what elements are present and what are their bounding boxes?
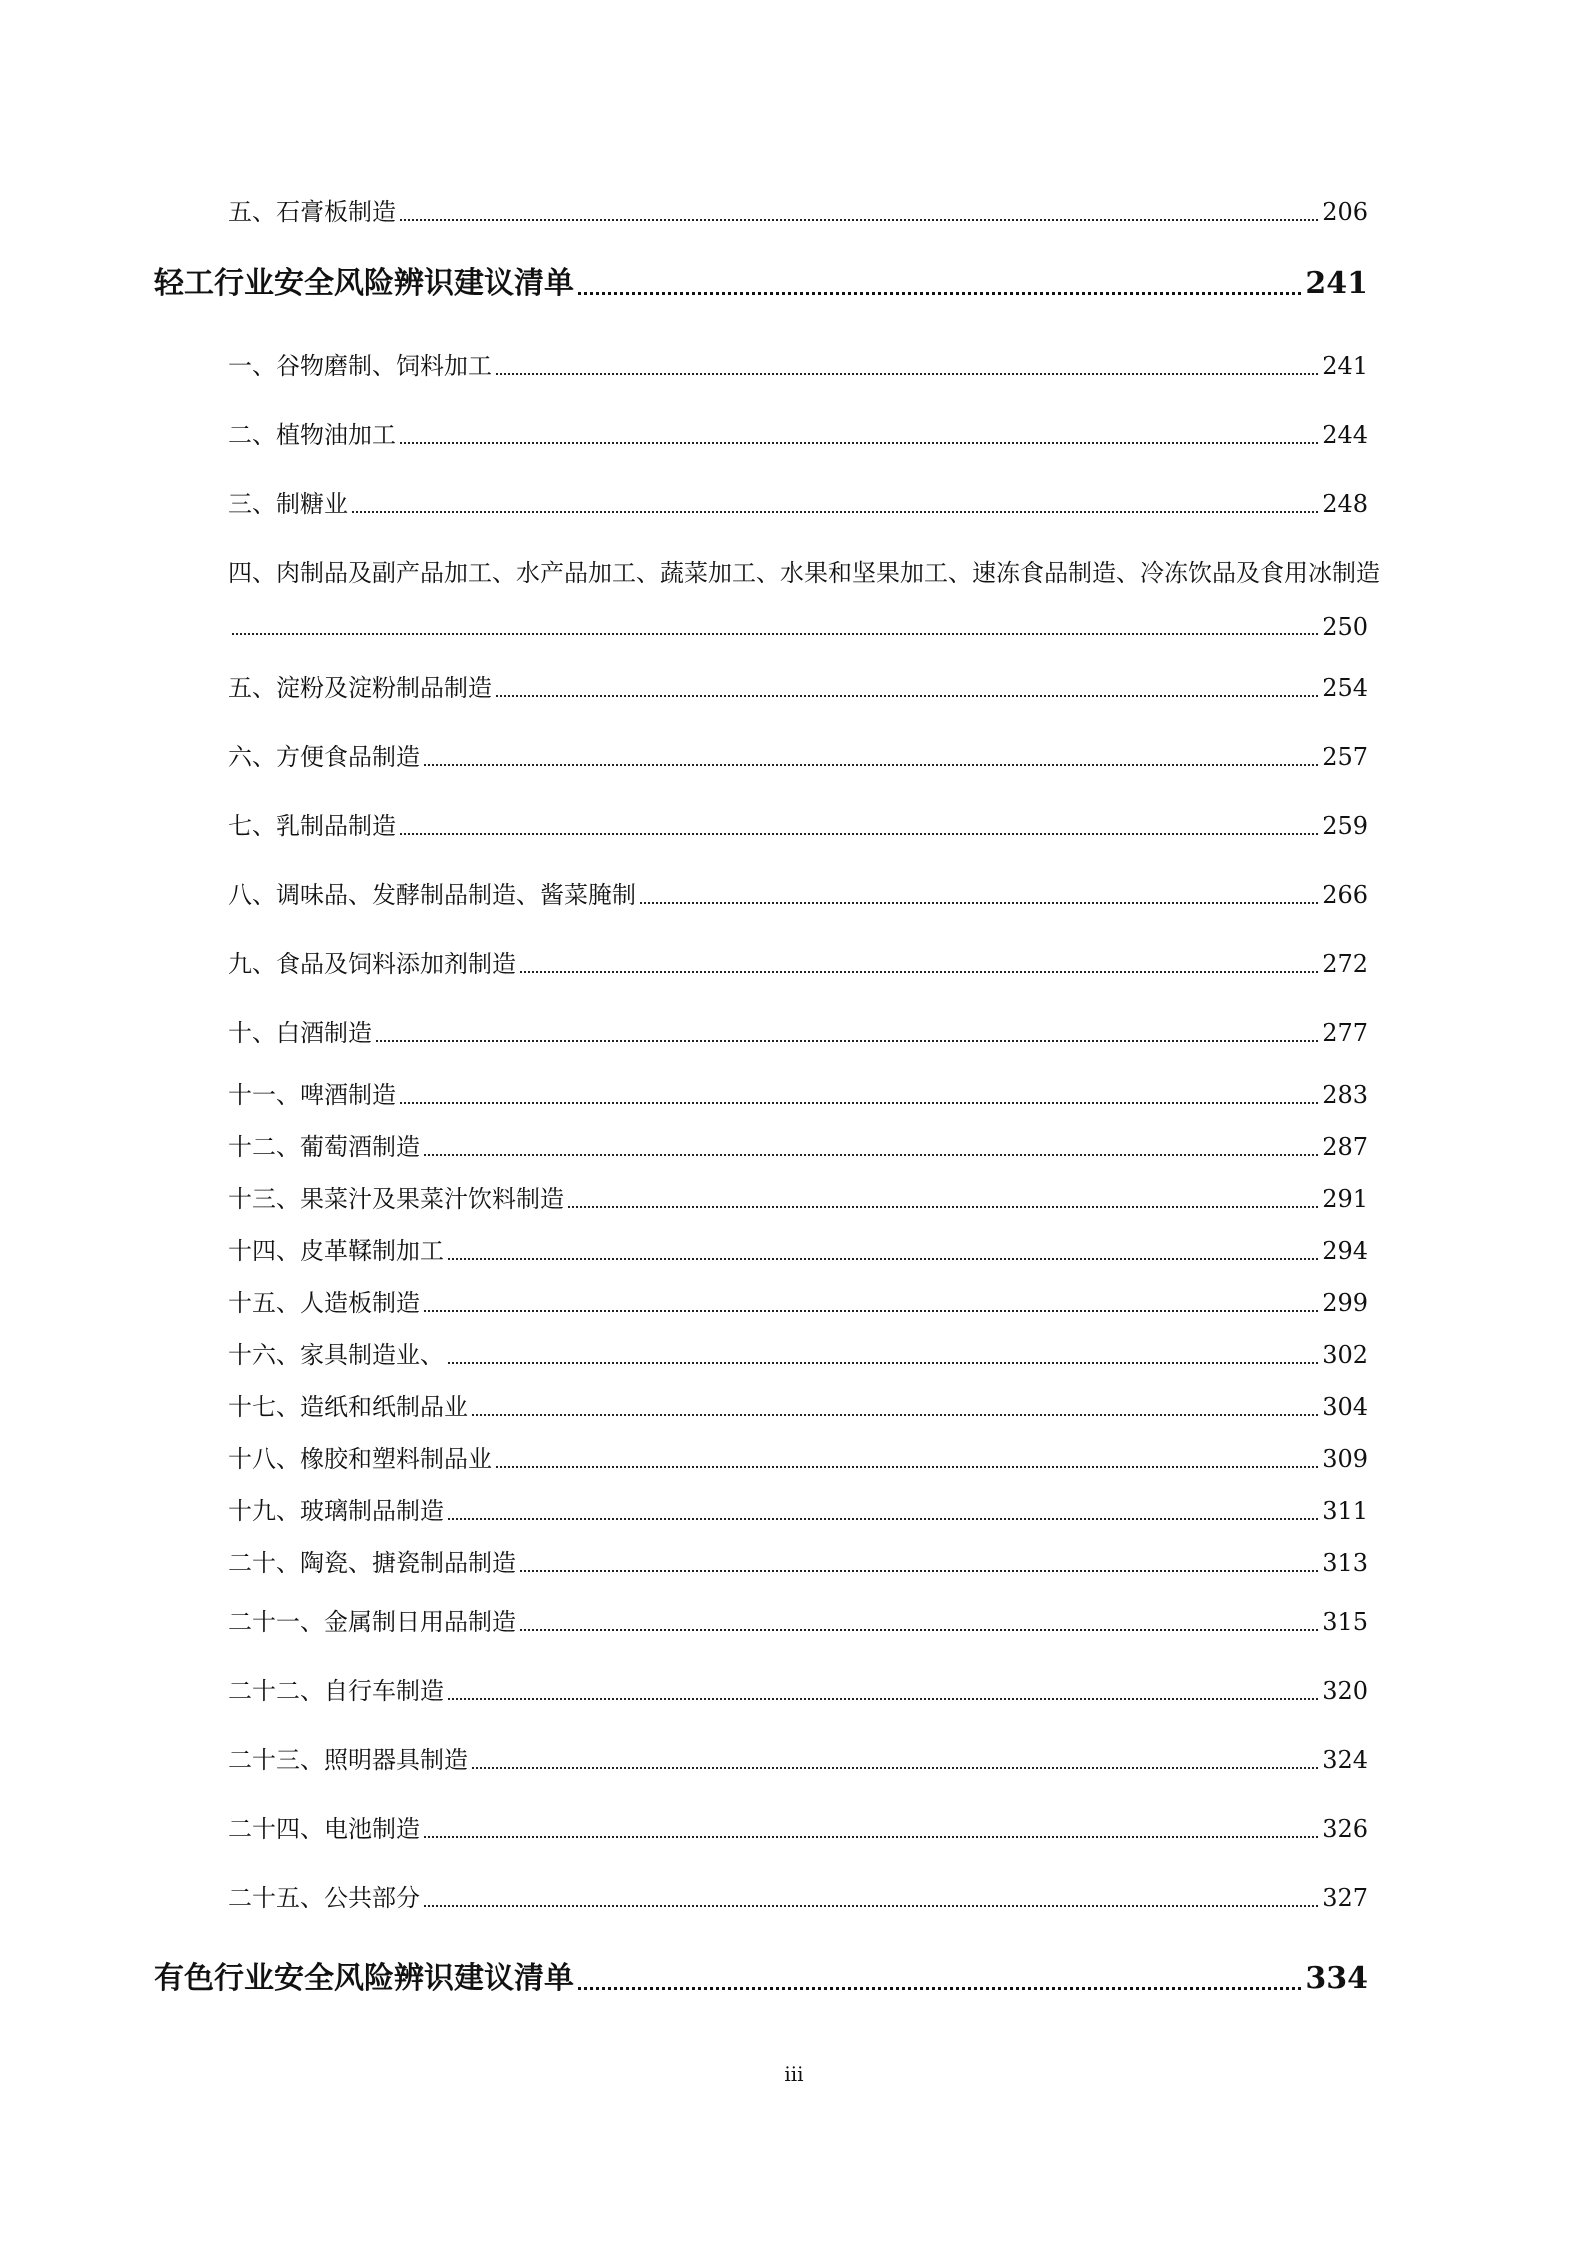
toc-entry-page: 327 <box>1322 1884 1368 1912</box>
dot-leader <box>232 633 1318 635</box>
dot-leader <box>568 1206 1318 1208</box>
toc-entry-page: 241 <box>1322 352 1368 380</box>
toc-entry[interactable] <box>228 1439 1368 1474</box>
toc-entry-continuation[interactable] <box>228 613 1368 641</box>
toc-entry-page: 326 <box>1322 1815 1368 1843</box>
dot-leader <box>376 1040 1318 1042</box>
toc-entry[interactable] <box>228 737 1368 772</box>
dot-leader <box>400 833 1318 835</box>
toc-entry-page: 313 <box>1322 1549 1368 1577</box>
toc-entry-label: 十五、人造板制造 <box>228 1289 420 1317</box>
toc-entry-page: 250 <box>1322 613 1368 641</box>
toc-section-heading[interactable] <box>154 258 1368 302</box>
toc-entry[interactable] <box>228 944 1368 979</box>
toc-entry-page: 277 <box>1322 1019 1368 1047</box>
toc-entry[interactable] <box>228 1013 1368 1048</box>
toc-entry-page: 324 <box>1322 1746 1368 1774</box>
toc-entry-label: 十七、造纸和纸制品业 <box>228 1393 468 1421</box>
toc-entry-page: 287 <box>1322 1133 1368 1161</box>
dot-leader <box>520 971 1318 973</box>
toc-entry-label: 十八、橡胶和塑料制品业 <box>228 1445 492 1473</box>
dot-leader <box>496 1466 1318 1468</box>
toc-entry[interactable] <box>228 1335 1368 1370</box>
toc-entry-page: 244 <box>1322 421 1368 449</box>
toc-entry[interactable] <box>228 806 1368 841</box>
toc-entry[interactable] <box>228 1179 1368 1214</box>
toc-entry-page: 272 <box>1322 950 1368 978</box>
dot-leader <box>472 1414 1318 1416</box>
toc-entry[interactable] <box>228 1809 1368 1844</box>
toc-entry-page: 257 <box>1322 743 1368 771</box>
dot-leader <box>424 1905 1318 1907</box>
dot-leader <box>472 1767 1318 1769</box>
toc-entry-label: 二十三、照明器具制造 <box>228 1746 468 1774</box>
toc-entry[interactable] <box>228 1740 1368 1775</box>
dot-leader <box>496 373 1318 375</box>
toc-entry-label: 三、制糖业 <box>228 490 348 518</box>
toc-entry[interactable] <box>228 1671 1368 1706</box>
toc-entry-label: 六、方便食品制造 <box>228 743 420 771</box>
toc-entry-page: 299 <box>1322 1289 1368 1317</box>
dot-leader <box>448 1362 1318 1364</box>
dot-leader <box>400 442 1318 444</box>
toc-entry[interactable] <box>228 875 1368 910</box>
dot-leader <box>424 1836 1318 1838</box>
toc-entry-page: 311 <box>1322 1497 1368 1525</box>
toc-entry-label: 二十一、金属制日用品制造 <box>228 1608 516 1636</box>
toc-entry[interactable] <box>228 346 1368 381</box>
toc-entry-long-label[interactable]: 四、肉制品及副产品加工、水产品加工、蔬菜加工、水果和坚果加工、速冻食品制造、冷冻饮品及食用冰制造 <box>228 559 1380 587</box>
dot-leader <box>400 1102 1318 1104</box>
toc-section-page: 241 <box>1305 266 1368 301</box>
toc-entry-label: 十三、果菜汁及果菜汁饮料制造 <box>228 1185 564 1213</box>
toc-entry-label: 五、淀粉及淀粉制品制造 <box>228 674 492 702</box>
toc-entry-label: 十四、皮革鞣制加工 <box>228 1237 444 1265</box>
dot-leader <box>448 1258 1318 1260</box>
toc-entry[interactable] <box>228 1491 1368 1526</box>
toc-entry-page: 254 <box>1322 674 1368 702</box>
toc-entry-label: 二、植物油加工 <box>228 421 396 449</box>
toc-entry-label: 五、石膏板制造 <box>228 198 396 226</box>
toc-entry[interactable] <box>228 1387 1368 1422</box>
toc-entry-page: 206 <box>1322 198 1368 226</box>
toc-entry-label: 九、食品及饲料添加剂制造 <box>228 950 516 978</box>
dot-leader <box>424 1310 1318 1312</box>
toc-entry-label: 十、白酒制造 <box>228 1019 372 1047</box>
dot-leader <box>352 511 1318 513</box>
dot-leader <box>400 219 1318 221</box>
toc-entry-page: 320 <box>1322 1677 1368 1705</box>
toc-entry-page: 304 <box>1322 1393 1368 1421</box>
toc-entry-label: 十六、家具制造业、 <box>228 1341 444 1369</box>
toc-entry-page: 315 <box>1322 1608 1368 1636</box>
dot-leader <box>520 1629 1318 1631</box>
toc-section-label: 轻工行业安全风险辨识建议清单 <box>154 266 574 301</box>
toc-entry[interactable] <box>228 668 1368 703</box>
toc-entry[interactable] <box>228 1231 1368 1266</box>
toc-entry-label: 十二、葡萄酒制造 <box>228 1133 420 1161</box>
toc-entry-page: 302 <box>1322 1341 1368 1369</box>
toc-entry[interactable] <box>228 192 1368 227</box>
toc-entry-page: 248 <box>1322 490 1368 518</box>
toc-entry[interactable] <box>228 1602 1368 1637</box>
toc-entry[interactable] <box>228 484 1368 519</box>
toc-entry-label: 一、谷物磨制、饲料加工 <box>228 352 492 380</box>
toc-entry-label: 七、乳制品制造 <box>228 812 396 840</box>
toc-entry-label: 二十五、公共部分 <box>228 1884 420 1912</box>
toc-entry[interactable] <box>228 1878 1368 1913</box>
toc-entry-label: 八、调味品、发酵制品制造、酱菜腌制 <box>228 881 636 909</box>
toc-entry-label: 十一、啤酒制造 <box>228 1081 396 1109</box>
dot-leader <box>578 292 1301 295</box>
toc-entry[interactable] <box>228 1283 1368 1318</box>
toc-section-page: 334 <box>1305 1961 1368 1996</box>
dot-leader <box>640 902 1318 904</box>
toc-section-label: 有色行业安全风险辨识建议清单 <box>154 1961 574 1996</box>
toc-entry-label: 二十四、电池制造 <box>228 1815 420 1843</box>
dot-leader <box>496 695 1318 697</box>
toc-entry-page: 283 <box>1322 1081 1368 1109</box>
page-number: iii <box>784 2062 804 2086</box>
toc-section-heading[interactable] <box>154 1953 1368 1997</box>
dot-leader <box>578 1987 1301 1990</box>
dot-leader <box>424 1154 1318 1156</box>
toc-entry[interactable] <box>228 1543 1368 1578</box>
toc-entry[interactable] <box>228 1075 1368 1110</box>
toc-entry-page: 291 <box>1322 1185 1368 1213</box>
dot-leader <box>448 1518 1318 1520</box>
toc-entry-label: 二十、陶瓷、搪瓷制品制造 <box>228 1549 516 1577</box>
dot-leader <box>424 764 1318 766</box>
toc-entry-page: 309 <box>1322 1445 1368 1473</box>
toc-entry[interactable] <box>228 1127 1368 1162</box>
toc-entry-label: 十九、玻璃制品制造 <box>228 1497 444 1525</box>
toc-entry-label: 二十二、自行车制造 <box>228 1677 444 1705</box>
toc-entry-page: 259 <box>1322 812 1368 840</box>
toc-entry-page: 294 <box>1322 1237 1368 1265</box>
dot-leader <box>448 1698 1318 1700</box>
toc-entry-page: 266 <box>1322 881 1368 909</box>
dot-leader <box>520 1570 1318 1572</box>
toc-entry[interactable] <box>228 415 1368 450</box>
